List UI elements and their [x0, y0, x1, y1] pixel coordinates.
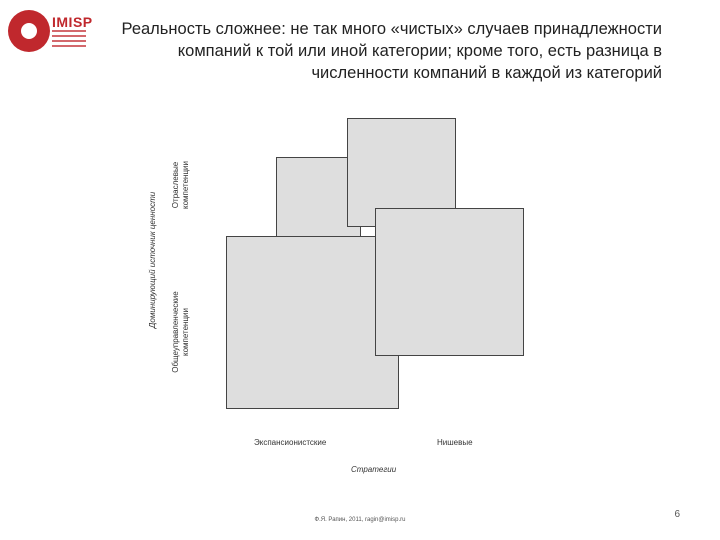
x-label-expansionist: Экспансионистские — [254, 438, 327, 447]
y-label-top-line1: Отраслевые — [171, 161, 180, 209]
slide-title: Реальность сложнее: не так много «чистых» случаев принадлежности компаний к той или иной категории; кроме того, есть разница в численности компаний в каждой из категорий — [121, 20, 662, 82]
y-label-industry-competencies — [171, 150, 191, 220]
imisp-logo — [8, 8, 93, 56]
page-number: 6 — [674, 509, 680, 520]
x-label-niche: Нишевые — [437, 438, 473, 447]
logo-emblem-icon — [8, 10, 50, 52]
y-label-general-management-competencies — [171, 287, 191, 377]
logo-subtitle-lines — [52, 30, 86, 50]
y-label-top-line2: компетенции — [181, 161, 190, 210]
y-axis-title: Доминирующий источник ценности — [148, 191, 157, 329]
footer-credit: Ф.Я. Рапин, 2011, ragin@imisp.ru — [314, 517, 406, 523]
y-label-bottom-line2: компетенции — [181, 308, 190, 357]
y-label-bottom-line1: Общеуправленческие — [171, 291, 180, 373]
square-bottom-right — [375, 208, 524, 356]
square-bottom-left — [226, 236, 399, 409]
x-axis-title: Стратегии — [351, 465, 397, 474]
logo-text: IMISP — [52, 14, 93, 30]
